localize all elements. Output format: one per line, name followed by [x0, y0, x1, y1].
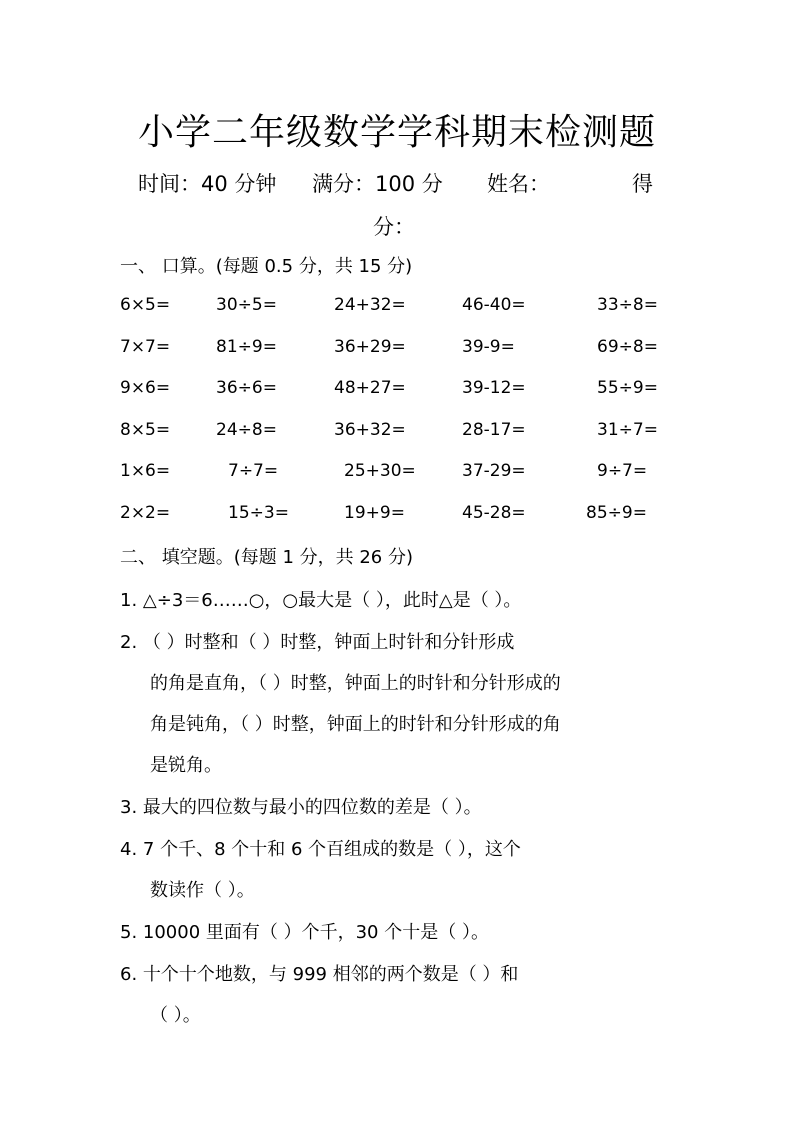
- full-score: 满分：100 分: [312, 172, 443, 196]
- score-label-part2: 分：: [373, 215, 415, 239]
- calc-item: 9÷7=: [597, 461, 648, 481]
- calc-item: 69÷8=: [597, 337, 658, 357]
- question-2-line-3: 角是钝角，（ ）时整，钟面上的时针和分针形成的角: [150, 714, 561, 735]
- calc-item: 81÷9=: [216, 337, 277, 357]
- calc-item: 36÷6=: [216, 378, 277, 398]
- question-6-line-1: 6. 十个十个地数，与 999 相邻的两个数是（ ）和: [120, 964, 519, 985]
- calc-item: 8×5=: [120, 420, 171, 440]
- calc-item: 39-12=: [462, 378, 526, 398]
- calc-item: 30÷5=: [216, 295, 277, 315]
- calc-item: 7÷7=: [228, 461, 279, 481]
- page-title: 小学二年级数学学科期末检测题: [137, 112, 656, 153]
- calc-item: 55÷9=: [597, 378, 658, 398]
- question-2-line-2: 的角是直角，（ ）时整，钟面上的时针和分针形成的: [150, 673, 561, 694]
- question-6-line-2: （ ）。: [150, 1005, 201, 1026]
- calc-item: 24÷8=: [216, 420, 277, 440]
- calc-item: 46-40=: [462, 295, 526, 315]
- calc-item: 24+32=: [334, 295, 406, 315]
- question-1: 1. △÷3＝6……○，○最大是（ ），此时△是（ ）。: [120, 590, 522, 611]
- calc-item: 19+9=: [344, 503, 405, 523]
- calc-item: 36+29=: [334, 337, 406, 357]
- calc-item: 37-29=: [462, 461, 526, 481]
- question-4-line-1: 4. 7 个千、8 个十和 6 个百组成的数是（ ），这个: [120, 839, 521, 860]
- calc-item: 36+32=: [334, 420, 406, 440]
- exam-time: 时间：40 分钟: [138, 172, 277, 196]
- section-1-heading: 一、 口算。(每题 0.5 分，共 15 分): [120, 256, 413, 277]
- calc-item: 39-9=: [462, 337, 515, 357]
- calc-item: 28-17=: [462, 420, 526, 440]
- student-name-label: 姓名：: [487, 172, 550, 196]
- calc-item: 48+27=: [334, 378, 406, 398]
- calc-item: 25+30=: [344, 461, 416, 481]
- calc-item: 6×5=: [120, 295, 171, 315]
- question-4-line-2: 数读作（ ）。: [150, 880, 255, 901]
- calc-item: 7×7=: [120, 337, 171, 357]
- calc-item: 45-28=: [462, 503, 526, 523]
- section-2-heading: 二、 填空题。(每题 1 分，共 26 分): [120, 547, 414, 568]
- question-5: 5. 10000 里面有（ ）个千，30 个十是（ ）。: [120, 922, 489, 943]
- question-2-line-4: 是锐角。: [150, 755, 222, 776]
- calc-item: 9×6=: [120, 378, 171, 398]
- calc-item: 15÷3=: [228, 503, 289, 523]
- calc-item: 85÷9=: [586, 503, 647, 523]
- score-label-part1: 得: [632, 172, 653, 196]
- calc-item: 2×2=: [120, 503, 171, 523]
- calc-item: 31÷7=: [597, 420, 658, 440]
- calc-item: 33÷8=: [597, 295, 658, 315]
- question-2-line-1: 2. （ ）时整和（ ）时整，钟面上时针和分针形成: [120, 632, 515, 653]
- calc-item: 1×6=: [120, 461, 171, 481]
- question-3: 3. 最大的四位数与最小的四位数的差是（ ）。: [120, 797, 482, 818]
